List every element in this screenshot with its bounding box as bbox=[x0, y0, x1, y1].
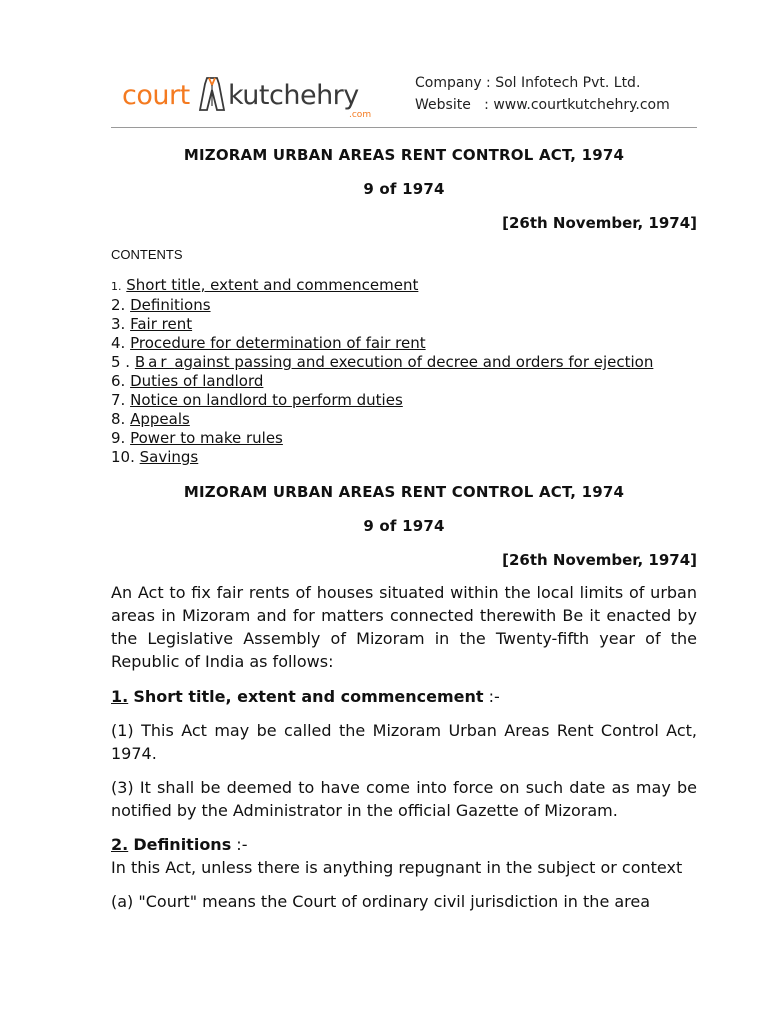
toc-item-3: 3. Fair rent bbox=[111, 315, 193, 333]
contents-label: CONTENTS bbox=[111, 247, 183, 262]
toc-item-6: 6. Duties of landlord bbox=[111, 372, 264, 390]
table-of-contents bbox=[111, 276, 697, 467]
toc-item-10: 10. Savings bbox=[111, 448, 199, 466]
section-2-clause-a: (a) "Court" means the Court of ordinary civil jurisdiction in the area bbox=[111, 892, 651, 911]
toc-item-9: 9. Power to make rules bbox=[111, 429, 283, 447]
website-row: Website : www.courtkutchehry.com bbox=[415, 97, 670, 113]
company-label: Company bbox=[415, 75, 482, 91]
toc-item-4: 4. Procedure for determination of fair rent bbox=[111, 334, 426, 352]
website-label: Website bbox=[415, 97, 471, 113]
document-content bbox=[111, 142, 697, 913]
toc-item-5: 5 . Bar against passing and execution of decree and orders for ejection bbox=[111, 353, 654, 371]
act-date: [26th November, 1974] bbox=[502, 214, 697, 232]
toc-link-bar-against-ejection[interactable]: Bar against passing and execution of decree and orders for ejection bbox=[134, 353, 654, 371]
preamble-paragraph: An Act to fix fair rents of houses situated within the local limits of urban areas in Mizoram and for matters connected therewith Be it enacted by the Legislative Assembly of Mizoram in the Twenty-fifth year of the Republic of India as follows: bbox=[111, 583, 697, 671]
toc-item-8: 8. Appeals bbox=[111, 410, 190, 428]
section-1-clause-1: (1) This Act may be called the Mizoram Urban Areas Rent Control Act, 1974. bbox=[111, 721, 697, 763]
section-1-clause-3: (3) It shall be deemed to have come into force on such date as may be notified by the Administrator in the official Gazette of Mizoram. bbox=[111, 778, 697, 820]
toc-link-short-title[interactable]: Short title, extent and commencement bbox=[126, 276, 419, 294]
logo-text-com: .com bbox=[349, 110, 372, 120]
toc-link-fair-rent[interactable]: Fair rent bbox=[130, 315, 193, 333]
header-divider bbox=[111, 127, 697, 128]
act-number-repeat: 9 of 1974 bbox=[363, 517, 445, 535]
company-value: Sol Infotech Pvt. Ltd. bbox=[495, 75, 641, 91]
section-2-number-link[interactable]: 2. bbox=[111, 835, 129, 854]
toc-link-savings[interactable]: Savings bbox=[139, 448, 199, 466]
lawyer-gown-icon bbox=[198, 76, 226, 112]
logo-text-kutchehry: kutchehry bbox=[228, 80, 359, 111]
section-1-heading: 1. Short title, extent and commencement :- bbox=[111, 687, 500, 706]
toc-link-appeals[interactable]: Appeals bbox=[130, 410, 190, 428]
section-2-heading: 2. Definitions :- bbox=[111, 835, 248, 854]
toc-link-definitions[interactable]: Definitions bbox=[130, 296, 211, 314]
toc-item-2: 2. Definitions bbox=[111, 296, 211, 314]
company-row: Company : Sol Infotech Pvt. Ltd. bbox=[415, 75, 641, 91]
toc-item-1: 1. Short title, extent and commencement bbox=[111, 276, 419, 294]
section-1-number-link[interactable]: 1. bbox=[111, 687, 129, 706]
act-date-repeat: [26th November, 1974] bbox=[502, 551, 697, 569]
website-value[interactable]: www.courtkutchehry.com bbox=[493, 97, 670, 113]
toc-link-duties-of-landlord[interactable]: Duties of landlord bbox=[130, 372, 264, 390]
act-title: MIZORAM URBAN AREAS RENT CONTROL ACT, 1974 bbox=[183, 146, 625, 164]
act-title-repeat: MIZORAM URBAN AREAS RENT CONTROL ACT, 1974 bbox=[183, 483, 625, 501]
toc-item-7: 7. Notice on landlord to perform duties bbox=[111, 391, 403, 409]
section-2-intro: In this Act, unless there is anything repugnant in the subject or context bbox=[111, 858, 683, 877]
toc-link-notice-on-landlord[interactable]: Notice on landlord to perform duties bbox=[130, 391, 403, 409]
act-number: 9 of 1974 bbox=[363, 180, 445, 198]
toc-link-procedure[interactable]: Procedure for determination of fair rent bbox=[130, 334, 426, 352]
company-info bbox=[415, 72, 670, 116]
logo-text-court: court bbox=[122, 80, 190, 111]
toc-link-power-to-make-rules[interactable]: Power to make rules bbox=[130, 429, 283, 447]
